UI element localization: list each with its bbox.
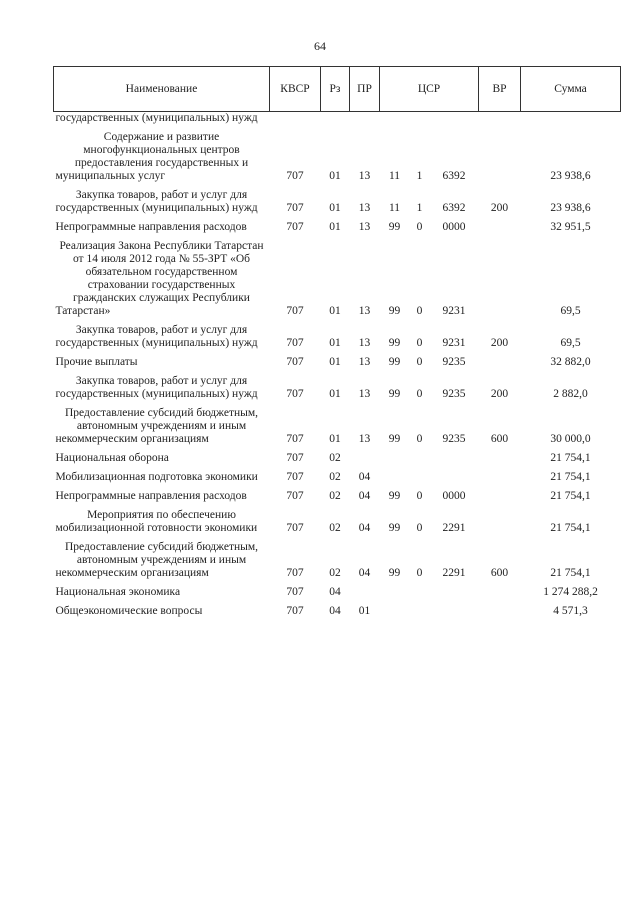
row-amount: 32 951,5 — [550, 221, 591, 233]
row-csr-code: 9231 — [442, 337, 466, 349]
row-pr: 13 — [358, 337, 371, 349]
header-name: Наименование — [54, 67, 270, 112]
row-rz: 01 — [329, 170, 341, 182]
table-body — [54, 112, 621, 621]
row-csr-subprogram: 0 — [416, 388, 423, 400]
row-csr-code — [430, 601, 479, 620]
row-pr: 01 — [358, 605, 371, 617]
row-vr: 200 — [490, 337, 509, 349]
row-csr-program: 99 — [388, 567, 401, 579]
row-amount: 21 754,1 — [550, 452, 591, 464]
row-vr — [479, 217, 521, 236]
row-amount — [521, 112, 621, 128]
row-csr-code — [430, 582, 479, 601]
row-csr-program — [380, 467, 410, 486]
row-amount: 69,5 — [560, 305, 581, 317]
table-row — [54, 486, 621, 505]
row-kvsr: 707 — [286, 605, 304, 617]
row-amount: 21 754,1 — [550, 567, 591, 579]
row-csr-program — [380, 582, 410, 601]
row-rz: 01 — [329, 221, 341, 233]
row-csr-subprogram — [410, 582, 430, 601]
row-amount: 32 882,0 — [550, 356, 591, 368]
row-rz: 02 — [329, 452, 341, 464]
row-csr-program: 11 — [388, 170, 401, 182]
row-kvsr: 707 — [286, 452, 304, 464]
row-rz: 01 — [329, 337, 341, 349]
row-kvsr: 707 — [286, 305, 304, 317]
row-name: Прочие выплаты — [55, 356, 138, 368]
row-kvsr: 707 — [286, 490, 304, 502]
row-rz: 01 — [329, 305, 341, 317]
table-row — [54, 448, 621, 467]
row-csr-program — [380, 448, 410, 467]
row-csr-program: 99 — [388, 337, 401, 349]
row-csr-code: 6392 — [442, 202, 466, 214]
header-kvsr: КВСР — [270, 67, 321, 112]
row-pr: 04 — [358, 471, 371, 483]
row-pr: 13 — [358, 202, 371, 214]
row-amount: 4 571,3 — [553, 605, 588, 617]
row-pr: 13 — [358, 388, 371, 400]
row-amount: 2 882,0 — [553, 388, 588, 400]
table-row — [54, 352, 621, 371]
row-vr — [479, 352, 521, 371]
row-csr-subprogram: 0 — [416, 337, 423, 349]
row-pr: 13 — [358, 170, 371, 182]
row-csr-program — [380, 112, 410, 128]
row-csr-code: 6392 — [442, 170, 466, 182]
row-vr — [479, 127, 521, 185]
row-csr-code — [430, 112, 479, 128]
row-amount: 21 754,1 — [550, 471, 591, 483]
row-csr-code: 9231 — [442, 305, 466, 317]
row-csr-program: 99 — [388, 305, 401, 317]
table-row — [54, 217, 621, 236]
row-vr — [479, 236, 521, 320]
row-kvsr: 707 — [286, 471, 304, 483]
row-kvsr: 707 — [286, 337, 304, 349]
table-row — [54, 582, 621, 601]
row-vr — [479, 486, 521, 505]
row-kvsr: 707 — [286, 522, 304, 534]
row-amount: 23 938,6 — [550, 202, 591, 214]
budget-table — [53, 66, 621, 620]
row-csr-subprogram: 0 — [416, 433, 423, 445]
row-name: Мероприятия по обеспечению мобилизационной готовности экономики — [55, 509, 258, 534]
row-csr-program: 99 — [388, 490, 401, 502]
row-vr — [479, 505, 521, 537]
row-pr: 13 — [358, 305, 371, 317]
row-name: Предоставление субсидий бюджетным, автономным учреждениям и иным некоммерческим организациям — [55, 541, 259, 579]
row-csr-code: 0000 — [442, 221, 466, 233]
row-csr-subprogram — [410, 601, 430, 620]
table-header — [54, 67, 621, 112]
row-amount: 23 938,6 — [550, 170, 591, 182]
table-row — [54, 601, 621, 620]
row-csr-code — [430, 448, 479, 467]
row-csr-code: 0000 — [442, 490, 466, 502]
row-csr-subprogram: 0 — [416, 567, 423, 579]
row-vr — [479, 448, 521, 467]
row-csr-subprogram — [410, 448, 430, 467]
row-name: Закупка товаров, работ и услуг для государственных (муниципальных) нужд — [55, 375, 258, 400]
header-amount: Сумма — [521, 67, 621, 112]
row-rz: 04 — [329, 605, 341, 617]
row-rz: 02 — [329, 471, 341, 483]
row-csr-subprogram: 1 — [416, 170, 423, 182]
row-name: Предоставление субсидий бюджетным, автономным учреждениям и иным некоммерческим организациям — [55, 407, 259, 445]
row-pr: 04 — [358, 490, 371, 502]
row-csr-subprogram — [410, 112, 430, 128]
page-number: 64 — [314, 39, 326, 53]
header-csr: ЦСР — [380, 67, 479, 112]
row-csr-code: 9235 — [442, 356, 466, 368]
header-vr: ВР — [479, 67, 521, 112]
table-row — [54, 236, 621, 320]
row-name: Национальная оборона — [55, 452, 169, 464]
row-rz: 02 — [329, 490, 341, 502]
row-pr: 04 — [358, 567, 371, 579]
row-rz: 01 — [329, 388, 341, 400]
row-amount: 21 754,1 — [550, 490, 591, 502]
row-name: государственных (муниципальных) нужд — [55, 112, 258, 124]
row-kvsr: 707 — [286, 170, 304, 182]
row-csr-code: 9235 — [442, 388, 466, 400]
row-rz: 01 — [329, 433, 341, 445]
table-row — [54, 371, 621, 403]
row-rz: 01 — [329, 202, 341, 214]
header-rz: Рз — [321, 67, 350, 112]
row-csr-program: 99 — [388, 433, 401, 445]
row-vr: 200 — [490, 388, 509, 400]
row-csr-subprogram: 0 — [416, 221, 423, 233]
table-row — [54, 127, 621, 185]
row-pr: 13 — [358, 433, 371, 445]
row-csr-subprogram: 1 — [416, 202, 423, 214]
row-csr-subprogram: 0 — [416, 356, 423, 368]
row-csr-subprogram: 0 — [416, 522, 423, 534]
table-row — [54, 112, 621, 128]
row-csr-code: 2291 — [442, 522, 466, 534]
row-csr-program: 99 — [388, 221, 401, 233]
row-csr-code: 2291 — [442, 567, 466, 579]
row-name: Содержание и развитие многофункциональных центров предоставления государственных и муниципальных услуг — [55, 131, 249, 182]
row-rz: 01 — [329, 356, 341, 368]
row-csr-program: 11 — [388, 202, 401, 214]
row-name: Реализация Закона Республики Татарстан от 14 июля 2012 года № 55-ЗРТ «Об обязательном государственном страховании государственных гражданских служащих Республики Татарстан» — [55, 240, 264, 317]
table-row — [54, 505, 621, 537]
table-row — [54, 185, 621, 217]
table-row — [54, 320, 621, 352]
row-amount: 21 754,1 — [550, 522, 591, 534]
table-row — [54, 403, 621, 448]
row-csr-code: 9235 — [442, 433, 466, 445]
row-vr: 200 — [490, 202, 509, 214]
row-amount: 69,5 — [560, 337, 581, 349]
row-pr — [350, 582, 380, 601]
row-pr — [350, 448, 380, 467]
row-csr-program: 99 — [388, 522, 401, 534]
row-pr: 04 — [358, 522, 371, 534]
row-kvsr: 707 — [286, 433, 304, 445]
row-amount: 30 000,0 — [550, 433, 591, 445]
row-rz — [321, 112, 350, 128]
row-vr — [479, 112, 521, 128]
row-kvsr: 707 — [286, 586, 304, 598]
row-csr-program: 99 — [388, 356, 401, 368]
row-amount: 1 274 288,2 — [543, 586, 598, 598]
row-name: Мобилизационная подготовка экономики — [55, 471, 258, 483]
row-csr-program: 99 — [388, 388, 401, 400]
row-kvsr: 707 — [286, 202, 304, 214]
row-kvsr — [270, 112, 321, 128]
row-pr: 13 — [358, 221, 371, 233]
row-rz: 02 — [329, 522, 341, 534]
row-vr — [479, 467, 521, 486]
table-row — [54, 467, 621, 486]
row-rz: 04 — [329, 586, 341, 598]
row-name: Общеэкономические вопросы — [55, 605, 203, 617]
row-kvsr: 707 — [286, 567, 304, 579]
row-pr: 13 — [358, 356, 371, 368]
row-rz: 02 — [329, 567, 341, 579]
row-name: Закупка товаров, работ и услуг для государственных (муниципальных) нужд — [55, 324, 258, 349]
table-row — [54, 537, 621, 582]
row-name: Непрограммные направления расходов — [55, 490, 247, 502]
row-csr-subprogram: 0 — [416, 490, 423, 502]
row-name: Непрограммные направления расходов — [55, 221, 247, 233]
row-csr-code — [430, 467, 479, 486]
row-pr — [350, 112, 380, 128]
row-kvsr: 707 — [286, 221, 304, 233]
row-vr: 600 — [490, 433, 509, 445]
row-vr — [479, 601, 521, 620]
row-csr-program — [380, 601, 410, 620]
row-kvsr: 707 — [286, 388, 304, 400]
header-pr: ПР — [350, 67, 380, 112]
row-vr: 600 — [490, 567, 509, 579]
row-name: Закупка товаров, работ и услуг для государственных (муниципальных) нужд — [55, 189, 258, 214]
row-name: Национальная экономика — [55, 586, 181, 598]
row-csr-subprogram — [410, 467, 430, 486]
row-kvsr: 707 — [286, 356, 304, 368]
row-csr-subprogram: 0 — [416, 305, 423, 317]
row-vr — [479, 582, 521, 601]
